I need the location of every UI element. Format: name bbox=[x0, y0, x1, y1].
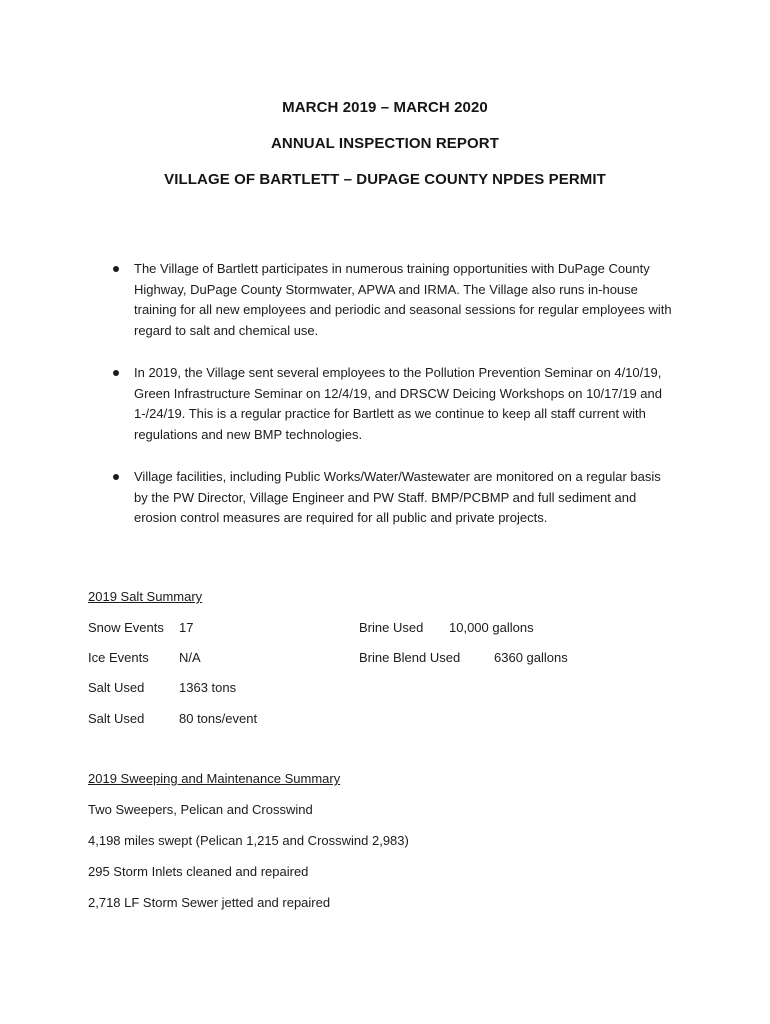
salt-row-label: Salt Used bbox=[88, 680, 145, 695]
salt-row-label: Snow Events bbox=[88, 620, 164, 635]
bullet-dot-icon bbox=[113, 370, 119, 376]
brine-row-label: Brine Blend Used bbox=[359, 650, 461, 665]
permit-heading: VILLAGE OF BARTLETT – DUPAGE COUNTY NPDES PERMIT bbox=[164, 171, 606, 188]
report-period-heading: MARCH 2019 – MARCH 2020 bbox=[282, 99, 488, 116]
bullet-text: In 2019, the Village sent several employees to the Pollution Prevention Seminar on 4/10/19, Green Infrastructure Seminar on 12/4/19, and DRSCW Deicing Workshops on 10/17/19 and 1-/24/19. This is a regular practice for Bartlett as we continue to keep all staff current with regulations and new BMP technologies. bbox=[134, 365, 662, 442]
salt-row-value: N/A bbox=[179, 650, 201, 665]
bullet-dot-icon bbox=[113, 266, 119, 272]
salt-row-label: Ice Events bbox=[88, 650, 149, 665]
sweeping-line: 295 Storm Inlets cleaned and repaired bbox=[88, 864, 309, 879]
salt-row-value: 1363 tons bbox=[179, 680, 237, 695]
brine-row-value: 10,000 gallons bbox=[449, 620, 534, 635]
sweeping-summary-title: 2019 Sweeping and Maintenance Summary bbox=[88, 771, 341, 786]
sweeping-line: 4,198 miles swept (Pelican 1,215 and Crosswind 2,983) bbox=[88, 833, 409, 848]
salt-row-value: 17 bbox=[179, 620, 194, 635]
bullet-item-facilities bbox=[112, 467, 677, 529]
bullet-item-seminars bbox=[112, 363, 677, 445]
report-title-heading: ANNUAL INSPECTION REPORT bbox=[271, 135, 499, 152]
salt-row-value: 80 tons/event bbox=[179, 711, 258, 726]
sweeping-line: 2,718 LF Storm Sewer jetted and repaired bbox=[88, 895, 331, 910]
bullet-item-training bbox=[112, 259, 677, 341]
bullet-text: Village facilities, including Public Works/Water/Wastewater are monitored on a regular basis by the PW Director, Village Engineer and PW Staff. BMP/PCBMP and full sediment and erosion control measures are required for all public and private projects. bbox=[134, 469, 661, 525]
bullet-text: The Village of Bartlett participates in numerous training opportunities with DuPage County Highway, DuPage County Stormwater, APWA and IRMA. The Village also runs in-house training for all new employees and periodic and seasonal sessions for regular employees with regard to salt and chemical use. bbox=[134, 261, 672, 338]
brine-row-label: Brine Used bbox=[359, 620, 424, 635]
brine-row-value: 6360 gallons bbox=[494, 650, 568, 665]
sweeping-line: Two Sweepers, Pelican and Crosswind bbox=[88, 802, 313, 817]
salt-row-label: Salt Used bbox=[88, 711, 145, 726]
bullet-list bbox=[112, 259, 677, 529]
bullet-dot-icon bbox=[113, 474, 119, 480]
salt-summary-title: 2019 Salt Summary bbox=[88, 589, 203, 604]
